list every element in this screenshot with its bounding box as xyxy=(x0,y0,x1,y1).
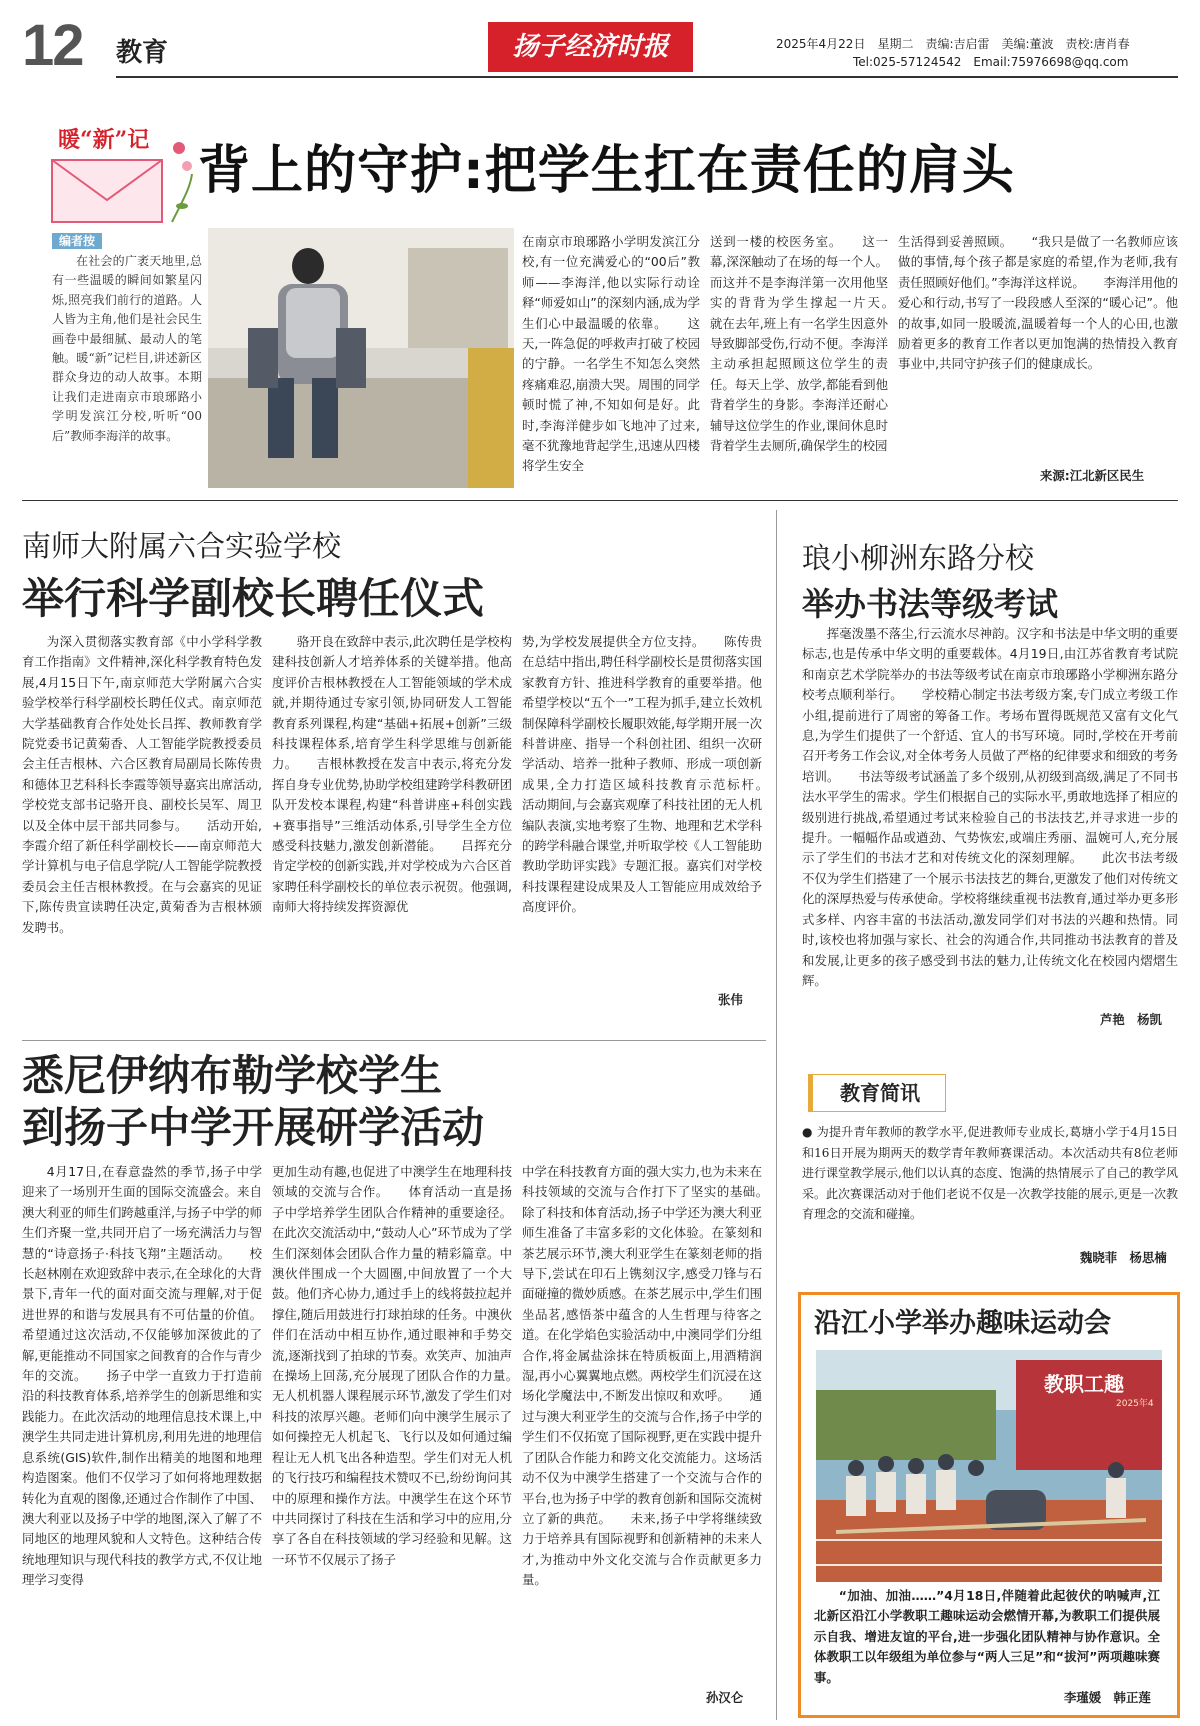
brief-label: 教育简讯 xyxy=(840,1081,920,1105)
article-d-body: “加油、加油……”4月18日,伴随着此起彼伏的呐喊声,江北新区沿江小学教职工趣味运动会燃情开幕,为教职工们提供展示自我、增进友谊的平台,进一步强化团队精神与协作意识。全体教职工以年级组为单位参与“两人三足”和“拔河”两项趣味赛事。 xyxy=(814,1588,1160,1685)
article-d-headline: 沿江小学举办趣味运动会 xyxy=(814,1308,1111,1339)
editor-note: 在社会的广袤天地里,总有一些温暖的瞬间如繁星闪烁,照亮我们前行的道路。人人皆为主角,他们是社会民生画卷中最细腻、最动人的笔触。暖“新”记栏目,讲述新区群众身边的动人故事。本期让我们走进南京市琅琊路小学明发滨江分校,听听“00后”教师李海洋的故事。 xyxy=(52,254,202,443)
brief-body: ● 为提升青年教师的教学水平,促进教师专业成长,葛塘小学于4月15日和16日开展为期两天的数学青年教师赛课活动。本次活动共有8位老师进行课堂教学展示,他们以认真的态度、饱满的热情展示了自己的教学风采。此次赛课活动对于他们老说不仅是一次教学技能的展示,更是一次教育理念的交流和碰撞。 xyxy=(802,1125,1178,1222)
feature-bottom-rule xyxy=(22,500,1178,501)
event-banner-subtext: 2025年4 xyxy=(1116,1399,1154,1409)
editor-tag: 编者按 xyxy=(52,233,102,249)
article-a-headline: 举行科学副校长聘任仪式 xyxy=(22,574,485,623)
contact-line: Tel:025-57124542 Email:75976698@qq.com xyxy=(853,55,1129,69)
horizontal-divider xyxy=(22,1040,766,1041)
article-a-column-3: 势,为学校发展提供全方位支持。 陈传贵在总结中指出,聘任科学副校长是贯彻落实国家教育方针、推进科学教育的重要举措。他希望学校以“五个一”工程为抓手,建立长效机制保障科学副校长履职效能,每学期开展一次科普讲座、指导一个科创社团、组织一次研学活动、培养一批种子教师、形成一项创新成果,全力打造区域科技教育示范标杆。 活动期间,与会嘉宾观摩了科技社团的无人机编队表演,实地考察了生物、地理和艺术学科的跨学科融合课堂,并听取学校《人工智能助教助学助评实践》专题汇报。嘉宾们对学校科技课程建设成果及人工智能应用成效给予高度评价。 xyxy=(522,634,762,915)
article-c-headline-line1: 悉尼伊纳布勒学校学生 xyxy=(22,1051,443,1100)
article-b-headline: 举办书法等级考试 xyxy=(802,585,1059,623)
article-c-column-2: 更加生动有趣,也促进了中澳学生在地理科技领域的交流与合作。 体育活动一直是扬子中学培养学生团队合作精神的重要途径。在此次交流活动中,“鼓动人心”环节成为了学生们深刻体会团队合作力量的精彩篇章。中澳伙伴围成一个大圆圈,中间放置了一个大鼓。他们齐心协力,通过手上的线将鼓拉起并撑住,随后用鼓进行打球拍球的任务。中澳伙伴们在活动中相互协作,通过眼神和手势交流,逐渐找到了拍球的节奏。欢笑声、加油声在操场上回荡,充分展现了团队合作的力量。 无人机机器人课程展示环节,激发了学生们对科技的浓厚兴趣。老师们向中澳学生展示了如何操控无人机起飞、飞行以及如何通过编程让无人机飞出各种造型。学生们对无人机的飞行技巧和编程技术赞叹不已,纷纷询问其中的原理和操作方法。中澳学生在这个环节中共同探讨了科技在生活和学习中的应用,分享了各自在科技领域的学习经验和见解。这一环节不仅展示了扬子 xyxy=(272,1164,512,1567)
feature-source: 来源:江北新区民生 xyxy=(1040,468,1145,483)
feature-column-3: 生活得到妥善照顾。 “我只是做了一名教师应该做的事情,每个孩子都是家庭的希望,作为老师,我有责任照顾好他们。”李海洋这样说。 李海洋用他的爱心和行动,书写了一段段感人至深的“暖心记”。他的故事,如同一股暖流,温暖着每一个人的心田,也激励着更多的教育工作者以更加饱满的热情投入教育事业中,共同守护孩子们的健康成长。 xyxy=(898,234,1178,372)
feature-column-1: 在南京市琅琊路小学明发滨江分校,有一位充满爱心的“00后”教师——李海洋,他以实际行动诠释“师爱如山”的深刻内涵,成为学生们心中最温暖的依靠。 这天,一阵急促的呼救声打破了校园的宁静。一名学生不知怎么突然疼痛难忍,崩溃大哭。周围的同学顿时慌了神,不知如何是好。此时,李海洋健步如飞地冲了过来,毫不犹豫地背起学生,迅速从四楼将学生安全 xyxy=(522,234,700,474)
section-name: 教育 xyxy=(116,38,169,68)
column-badge: 暖“新”记 xyxy=(58,127,150,153)
event-banner-text: 教职工趣 xyxy=(1044,1372,1124,1396)
article-a-column-1: 为深入贯彻落实教育部《中小学科学教育工作指南》文件精神,深化科学教育特色发展,4月15日下午,南京师范大学附属六合实验学校举行科学副校长聘任仪式。南京师范大学基础教育合作处处长吕挥、教师教育学院党委书记黄菊香、人工智能学院教授委员会主任吉根林、六合区教育局副局长陈传贵和德体卫艺科科长李霞等领导嘉宾出席活动,学校党支部书记骆开良、副校长吴军、周卫以及全体中层干部共同参与。 活动开始,李霞介绍了新任科学副校长——南京师范大学计算机与电子信息学院/人工智能学院教授委员会主任吉根林教授。在与会嘉宾的见证下,陈传贵宣读聘任决定,黄菊香为吉根林颁发聘书。 xyxy=(22,634,262,935)
masthead-rule xyxy=(116,76,1178,78)
vertical-divider xyxy=(776,510,777,1720)
article-b-kicker: 琅小柳洲东路分校 xyxy=(802,541,1035,575)
article-c-byline: 孙汉仑 xyxy=(706,1690,744,1705)
date-line: 2025年4月22日 星期二 责编:吉启雷 美编:董波 责校:唐肖春 xyxy=(776,37,1130,51)
article-b-byline: 芦艳 杨凯 xyxy=(1100,1012,1162,1027)
article-c-headline-line2: 到扬子中学开展研学活动 xyxy=(22,1103,485,1152)
newspaper-logo: 扬子经济时报 xyxy=(488,22,693,72)
teacher-carrying-student-photo xyxy=(208,228,514,488)
page-number: 12 xyxy=(22,13,83,78)
feature-column-2: 送到一楼的校医务室。 这一幕,深深触动了在场的每一个人。而这并不是李海洋第一次用他坚实的背背为学生撑起一片天。 就在去年,班上有一名学生因意外导致脚部受伤,行动不便。李海洋主动承担起照顾这位学生的责任。每天上学、放学,都能看到他背着学生的身影。李海洋还耐心辅导这位学生的作业,课间休息时背着学生去厕所,确保学生的校园 xyxy=(710,234,888,454)
feature-headline: 背上的守护:把学生扛在责任的肩头 xyxy=(198,141,1015,201)
article-a-kicker: 南师大附属六合实验学校 xyxy=(22,529,342,563)
article-b-body: 挥毫泼墨不落尘,行云流水尽神韵。汉字和书法是中华文明的重要标志,也是传承中华文明的重要载体。4月19日,由江苏省教育考试院和南京艺术学院举办的书法等级考试在南京市琅琊路小学柳洲东路分校考点顺利举行。 学校精心制定书法考级方案,专门成立考级工作小组,提前进行了周密的筹备工作。考场布置得既规范又富有文化气息,为学生们提供了一个舒适、宜人的书写环境。同时,学校在开考前召开考务工作会议,对全体考务人员做了严格的纪律要求和细致的考务培训。 书法等级考试涵盖了多个级别,从初级到高级,满足了不同书法水平学生的需求。学生们根据自己的实际水平,勇敢地选择了相应的级别进行挑战,希望通过考试来检验自己的书法技艺,并寻求进一步的提升。一幅幅作品或遒劲、气势恢宏,或端庄秀丽、温婉可人,充分展示了学生们的书法才艺和对传统文化的深刻理解。 此次书法考级不仅为学生们搭建了一个展示书法技艺的舞台,更激发了他们对传统文化的深厚热爱与传承使命。学校将继续重视书法教育,通过举办更多形式多样、内容丰富的书法活动,激发同学们对书法的兴趣和热情。同时,该校也将加强与家长、社会的沟通合作,共同推动书法教育的普及和发展,让更多的孩子感受到书法的魅力,让传统文化在校园内熠熠生辉。 xyxy=(802,626,1178,988)
article-c-column-3: 中学在科技教育方面的强大实力,也为未来在科技领域的交流与合作打下了坚实的基础。 除了科技和体育活动,扬子中学还为澳大利亚师生准备了丰富多彩的文化体验。在篆刻和茶艺展示环节,澳大利亚学生在篆刻老师的指导下,尝试在印石上镌刻汉字,感受刀锋与石面碰撞的微妙质感。在茶艺展示中,学生们围坐品茗,感悟茶中蕴含的人生哲理与待客之道。在化学焰色实验活动中,中澳同学们分组合作,将金属盐涂抹在特质板面上,用酒精润湿,再小心翼翼地点燃。两校学生们沉浸在这场化学魔法中,不断发出惊叹和欢呼。 通过与澳大利亚学生的交流与合作,扬子中学的学生们不仅拓宽了国际视野,更在实践中提升了团队合作能力和跨文化交流能力。这场活动不仅为中澳学生搭建了一个交流与合作的平台,也为扬子中学的教育创新和国际交流树立了新的典范。 未来,扬子中学将继续致力于培养具有国际视野和创新精神的未来人才,为推动中外文化交流与合作贡献更多力量。 xyxy=(522,1164,762,1588)
brief-byline: 魏晓菲 杨思楠 xyxy=(1080,1250,1167,1265)
article-d-byline: 李瑾媛 韩正莲 xyxy=(1064,1690,1151,1705)
article-a-column-2: 骆开良在致辞中表示,此次聘任是学校构建科技创新人才培养体系的关键举措。他高度评价吉根林教授在人工智能领域的学术成就,并期待通过专家引领,协同研发人工智能教育系列课程,构建“基础+拓展+创新”三级科技课程体系,培育学生科学思维与创新能力。 吉根林教授在发言中表示,将充分发挥自身专业优势,协助学校组建跨学科教研团队开发校本课程,构建“科普讲座+科创实践+赛事指导”三维活动体系,引导学生全方位感受科技魅力,激发创新潜能。 吕挥充分肯定学校的创新实践,并对学校成为六合区首家聘任科学副校长的单位表示祝贺。他强调,南师大将持续发挥资源优 xyxy=(272,634,512,915)
article-c-column-1: 4月17日,在春意盎然的季节,扬子中学迎来了一场別开生面的国际交流盛会。来自澳大利亚的师生们跨越重洋,与扬子中学的师生们齐聚一堂,共同开启了一场充满活力与智慧的“诗意扬子·科技飞翔”主题活动。 校长赵林刚在欢迎致辞中表示,在全球化的大背景下,青年一代的面对面交流与理解,对于促进世界的和谐与发展具有不可估量的价值。希望通过这次活动,不仅能够加深彼此的了解,更能推动不同国家之间教育的合作与青少年的交流。 扬子中学一直致力于打造前沿的科技教育体系,培养学生的创新思维和实践能力。在此次活动的地理信息技术课上,中澳学生共同走进计算机房,利用先进的地理信息系统(GIS)软件,制作出精美的地图和地理构造图案。他们不仅学习了如何将地理数据转化为直观的图像,还通过合作制作了中国、澳大利亚以及扬子中学的地图,深入了解了不同地区的地理风貌和人文特色。这种结合传统地理知识与现代科技的教学方式,不仅让地理学习变得 xyxy=(22,1164,262,1588)
article-a-byline: 张伟 xyxy=(718,992,743,1007)
